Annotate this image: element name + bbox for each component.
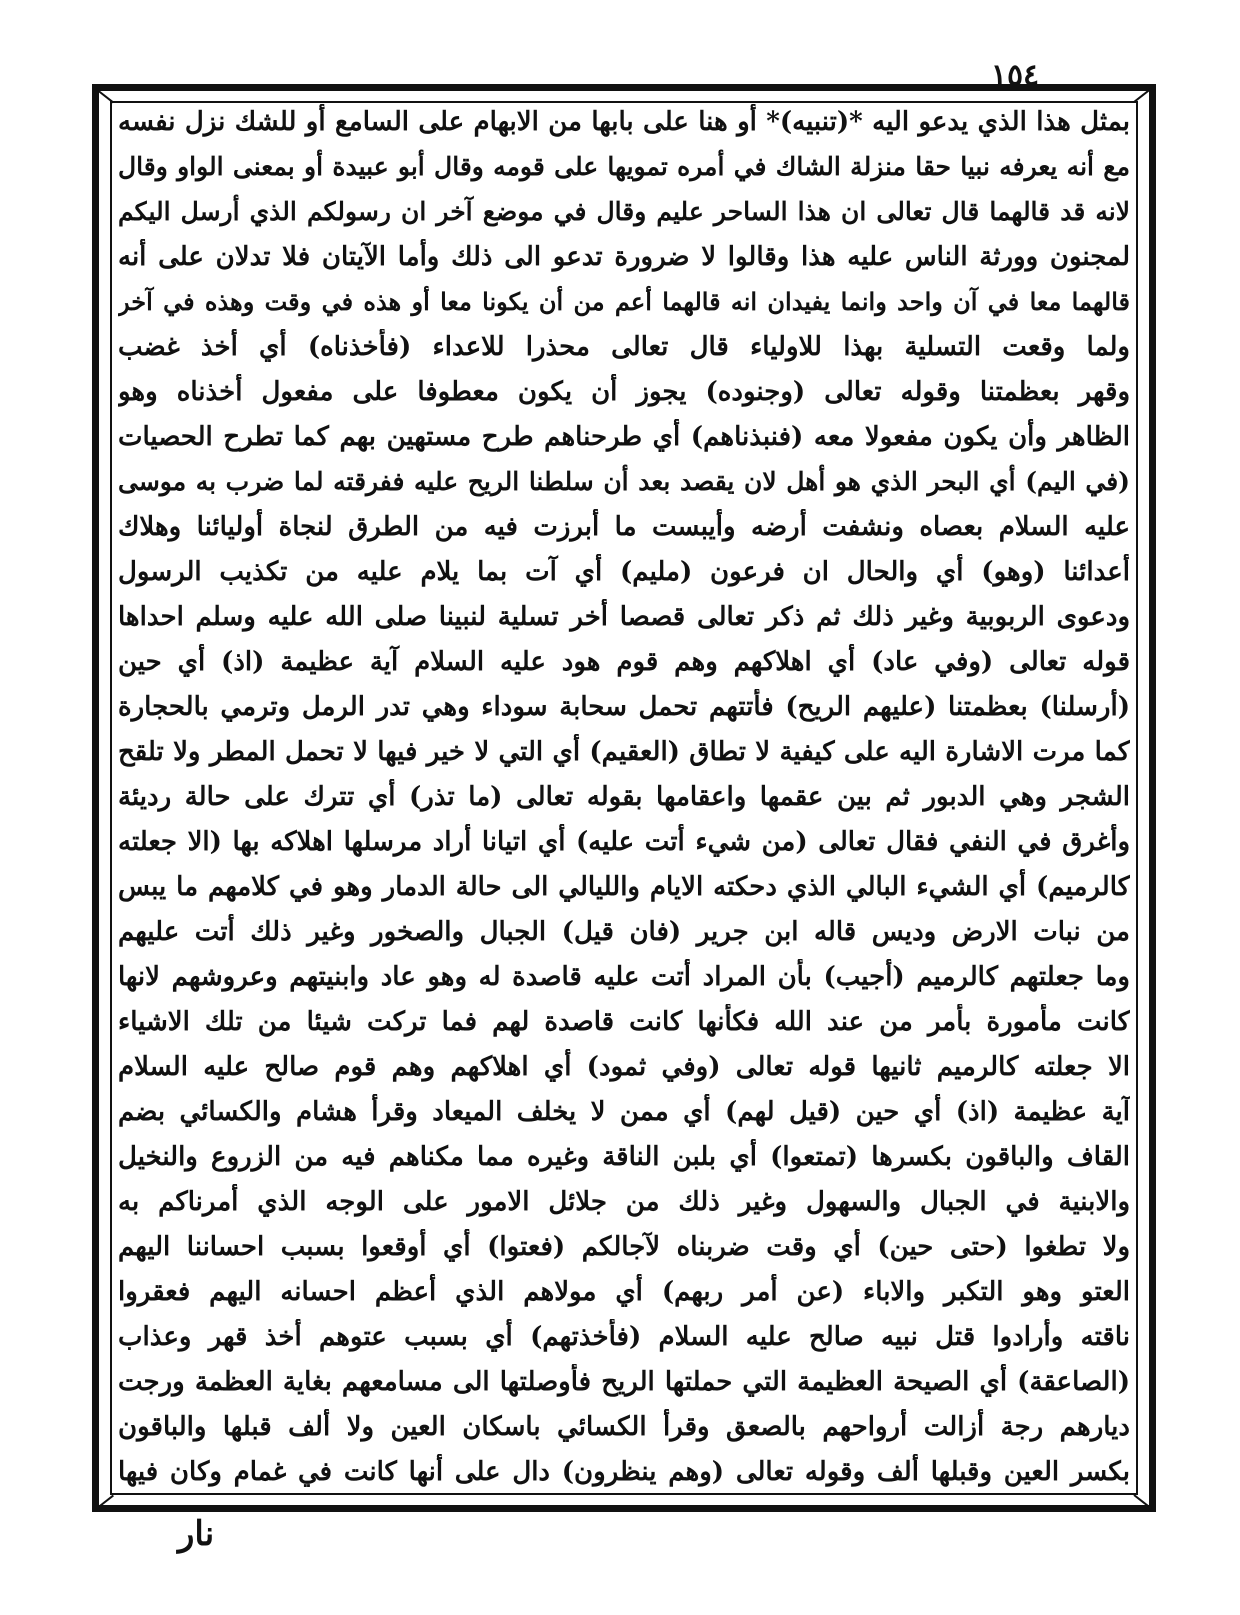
text-line: لانه قد قالهما قال تعالى ان هذا الساحر عليم وقال في موضع آخر ان رسولكم الذي أرسل اليكم [118,197,1130,226]
text-line: كما مرت الاشارة اليه على كيفية لا تطاق (العقيم) أي التي لا خير فيها لا تحمل المطر ولا تلقح [118,737,1130,767]
text-line: بمثل هذا الذي يدعو اليه *(تنبيه)* أو هنا على بابها من الابهام على السامع أو للشك نزل نفسه [118,107,1130,137]
page-number: ١٥٤ [990,58,1040,93]
text-line: ولما وقعت التسلية بهذا للاولياء قال تعالى محذرا للاعداء (فأخذناه) أي أخذ غضب [118,332,1130,362]
text-line: الا جعلته كالرميم ثانيها قوله تعالى (وفي ثمود) أي اهلاكهم وهم قوم صالح عليه السلام [118,1052,1130,1082]
text-line: ديارهم رجة أزالت أرواحهم بالصعق وقرأ الكسائي باسكان العين ولا ألف قبلها والباقون [118,1412,1130,1442]
text-line: (الصاعقة) أي الصيحة العظيمة التي حملتها الريح فأوصلتها الى مسامعهم بغاية العظمة ورجت [118,1367,1130,1397]
text-line: العتو وهو التكبر والاباء (عن أمر ربهم) أي مولاهم الذي أعظم احسانه اليهم فعقروا [118,1277,1130,1307]
text-line: بكسر العين وقبلها ألف وقوله تعالى (وهم ينظرون) دال على أنها كانت في غمام وكان فيها [118,1457,1130,1487]
text-line: مع أنه يعرفه نبيا حقا منزلة الشاك في أمره تمويها على قومه وقال أبو عبيدة أو بمعنى الواو وقال [118,152,1130,181]
text-line: ولا تطغوا (حتى حين) أي وقت ضربناه لآجالكم (فعتوا) أي أوقعوا بسبب احساننا اليهم [118,1232,1130,1262]
text-line: الشجر وهي الدبور ثم بين عقمها واعقامها بقوله تعالى (ما تذر) أي تترك على حالة رديئة [118,782,1130,812]
text-line: أعدائنا (وهو) أي والحال ان فرعون (مليم) أي آت بما يلام عليه من تكذيب الرسول [118,557,1130,587]
text-line: وأغرق في النفي فقال تعالى (من شيء أتت عليه) أي اتيانا أراد مرسلها اهلاكه بها (الا جعلته [118,827,1130,857]
text-line: من نبات الارض وديس قاله ابن جرير (فان قيل) الجبال والصخور وغير ذلك أتت عليهم [118,917,1130,947]
text-line: كالرميم) أي الشيء البالي الذي دحكته الايام والليالي الى حالة الدمار وهو في كلامهم ما يبس [118,872,1130,902]
text-line: قالهما معا في آن واحد وانما يفيدان انه قالهما أعم من أن يكونا معا أو هذه في وقت وهذه في آخر [118,287,1130,316]
text-line: كانت مأمورة بأمر من عند الله فكأنها كانت قاصدة لهم فما تركت شيئا من تلك الاشياء [118,1007,1130,1037]
text-line: ودعوى الربوبية وغير ذلك ثم ذكر تعالى قصصا أخر تسلية لنبينا صلى الله عليه وسلم احداها [118,602,1130,632]
text-line: (أرسلنا) بعظمتنا (عليهم الريح) فأتتهم تحمل سحابة سوداء وهي تدر الرمل وترمي بالحجارة [118,692,1130,722]
text-line: لمجنون وورثة الناس عليه هذا وقالوا لا ضرورة تدعو الى ذلك وأما الآيتان فلا تدلان على أنه [118,242,1130,272]
text-line: (في اليم) أي البحر الذي هو أهل لان يقصد بعد أن سلطنا الريح عليه ففرقته لما ضرب به موسى [118,467,1130,496]
text-line: وما جعلتهم كالرميم (أجيب) بأن المراد أتت عليه قاصدة له وهو عاد وابنيتهم وعروشهم لانها [118,962,1130,992]
text-line: قوله تعالى (وفي عاد) أي اهلاكهم وهم قوم هود عليه السلام آية عظيمة (اذ) أي حين [118,647,1130,677]
text-line: عليه السلام بعصاه ونشفت أرضه وأيبست ما أبرزت فيه من الطرق لنجاة أوليائنا وهلاك [118,512,1130,542]
text-line: وقهر بعظمتنا وقوله تعالى (وجنوده) يجوز أن يكون معطوفا على مفعول أخذناه وهو [118,377,1130,407]
main-text [118,104,1130,1490]
text-line: ناقته وأرادوا قتل نبيه صالح عليه السلام (فأخذتهم) أي بسبب عتوهم أخذ قهر وعذاب [118,1322,1130,1352]
text-line: الظاهر وأن يكون مفعولا معه (فنبذناهم) أي طرحناهم طرح مستهين بهم كما تطرح الحصيات [118,422,1130,452]
text-line: والابنية في الجبال والسهول وغير ذلك من جلائل الامور على الوجه الذي أمرناكم به [118,1187,1130,1217]
catchword: نار [178,1514,215,1554]
text-line: آية عظيمة (اذ) أي حين (قيل لهم) أي ممن لا يخلف الميعاد وقرأ هشام والكسائي بضم [118,1097,1130,1127]
text-line: القاف والباقون بكسرها (تمتعوا) أي بلبن الناقة وغيره مما مكناهم فيه من الزروع والنخيل [118,1142,1130,1172]
